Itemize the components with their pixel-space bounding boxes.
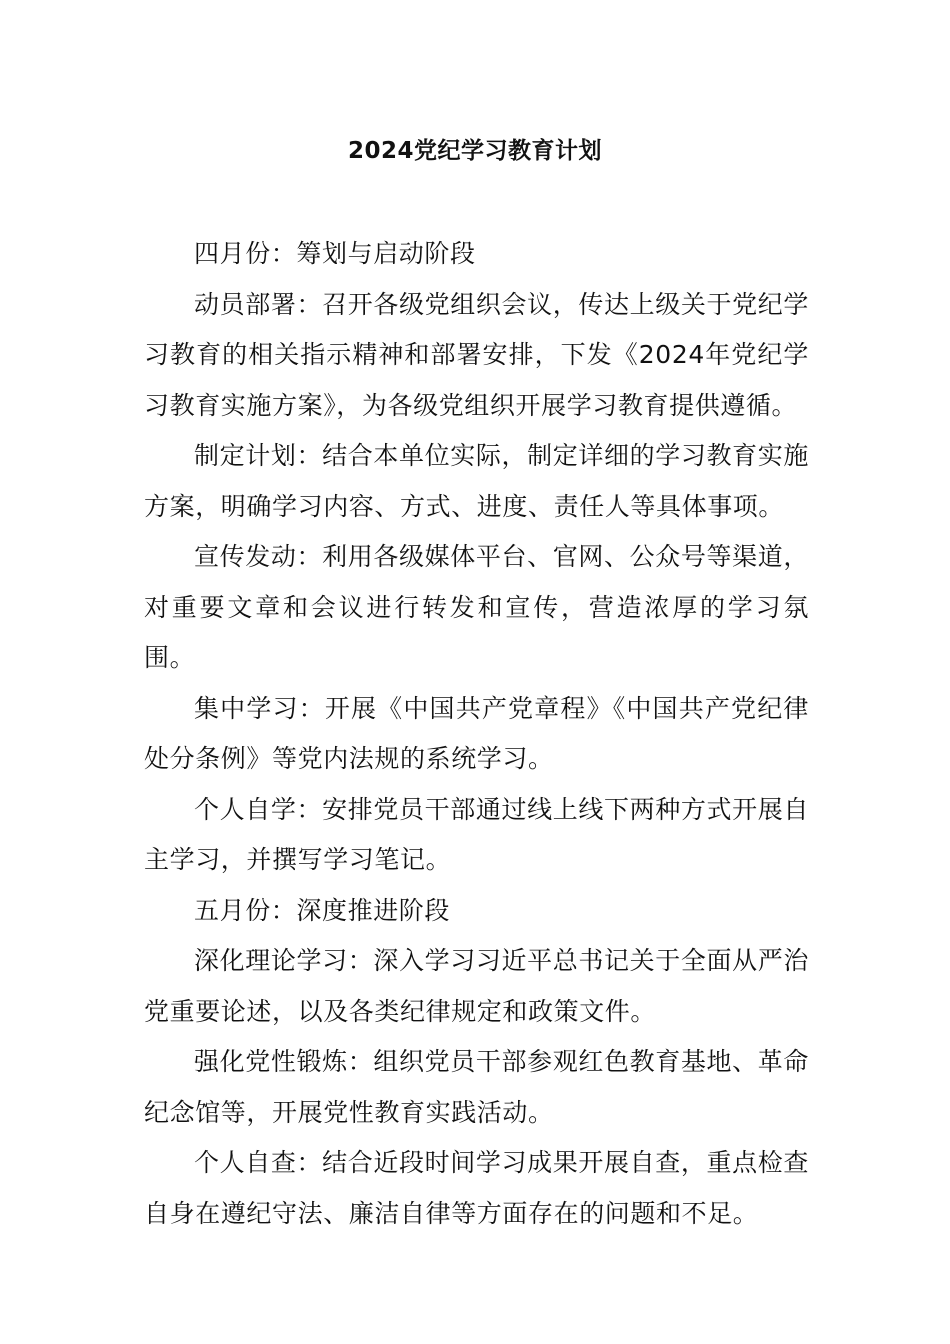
- paragraph-self-study: 个人自学：安排党员干部通过线上线下两种方式开展自主学习，并撰写学习笔记。: [144, 794, 809, 874]
- paragraph-theory-study: 深化理论学习：深入学习习近平总书记关于全面从严治党重要论述，以及各类纪律规定和政策文件。: [144, 946, 809, 1026]
- paragraph-party-spirit: 强化党性锻炼：组织党员干部参观红色教育基地、革命纪念馆等，开展党性教育实践活动。: [144, 1047, 809, 1127]
- document-body: [144, 229, 809, 1239]
- document-title: 2024党纪学习教育计划: [347, 138, 602, 164]
- section-heading-may: 五月份：深度推进阶段: [194, 895, 451, 925]
- paragraph-publicity: 宣传发动：利用各级媒体平台、官网、公众号等渠道，对重要文章和会议进行转发和宣传，营造浓厚的学习氛围。: [144, 542, 809, 672]
- paragraph-planning: 制定计划：结合本单位实际，制定详细的学习教育实施方案，明确学习内容、方式、进度、责任人等具体事项。: [144, 441, 809, 521]
- paragraph-self-inspection: 个人自查：结合近段时间学习成果开展自查，重点检查自身在遵纪守法、廉洁自律等方面存在的问题和不足。: [144, 1148, 809, 1228]
- paragraph-mobilization: 动员部署：召开各级党组织会议，传达上级关于党纪学习教育的相关指示精神和部署安排，下发《2024年党纪学习教育实施方案》，为各级党组织开展学习教育提供遵循。: [144, 289, 809, 420]
- paragraph-centralized-study: 集中学习：开展《中国共产党章程》《中国共产党纪律处分条例》等党内法规的系统学习。: [144, 693, 809, 773]
- section-heading-april: 四月份：筹划与启动阶段: [194, 239, 476, 268]
